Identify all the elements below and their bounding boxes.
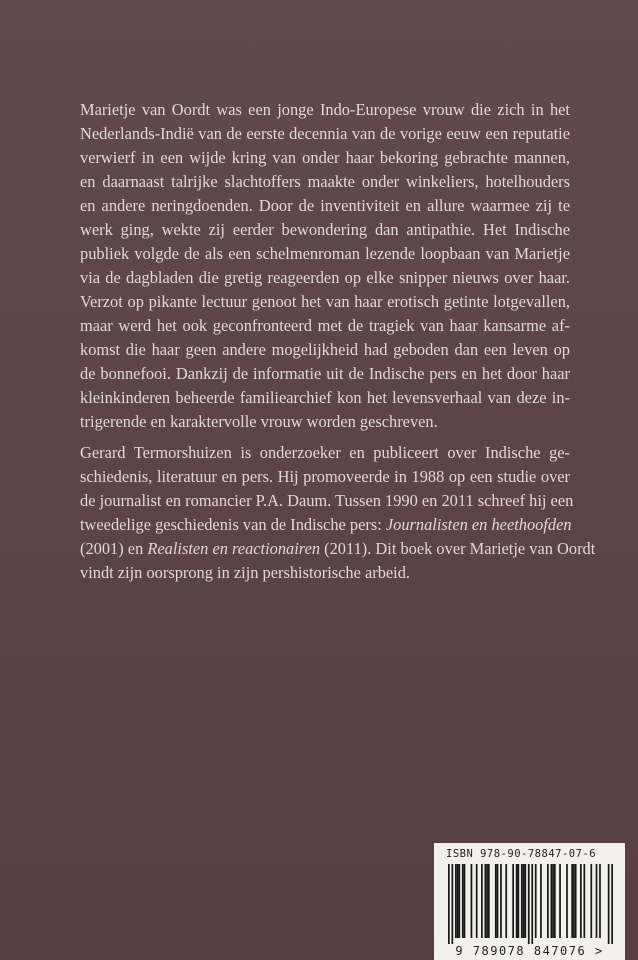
barcode-bar	[521, 864, 523, 938]
barcode-bar	[516, 864, 518, 938]
barcode-bar	[458, 864, 460, 938]
synopsis-line: de bonnefooi. Dankzij de informatie uit de Indische pers en het door haar	[80, 364, 570, 383]
barcode-bar	[462, 864, 464, 938]
bio-line: schiedenis, literatuur en pers. Hij promoveerde in 1988 op een studie over	[80, 467, 570, 486]
barcode-digit-text: 9 789078 847076	[455, 944, 587, 958]
synopsis-line: verwierf in een wijde kring van onder haar bekoring gebrachte mannen,	[80, 148, 570, 167]
barcode-bar	[540, 864, 542, 938]
barcode-bar	[599, 864, 601, 938]
bio-line: Gerard Termorshuizen is onderzoeker en publiceert over Indische ge-	[80, 443, 570, 462]
barcode-bar	[512, 864, 514, 938]
synopsis-paragraph	[80, 98, 570, 434]
book-title-italic: Journalisten en heethoofden	[385, 515, 572, 534]
barcode-bar	[528, 864, 530, 944]
barcode-bar	[611, 864, 613, 944]
bio-line: vindt zijn oorsprong in zijn pershistorische arbeid.	[80, 563, 411, 582]
barcode-bar	[523, 864, 525, 938]
barcode-bar	[554, 864, 556, 938]
barcode-bar	[566, 864, 568, 938]
barcode-bar	[517, 864, 519, 938]
isbn-label: ISBN 978-90-78847-07-6	[446, 848, 597, 860]
bio-text: (2011). Dit boek over Marietje van Oordt	[320, 539, 596, 558]
synopsis-line: publiek volgde de als een schelmenroman lezende loopbaan van Marietje	[80, 244, 570, 263]
synopsis-line: en daarnaast talrijke slachtoffers maakte onder winkeliers, hotelhouders	[80, 172, 570, 191]
barcode-bar	[571, 864, 573, 938]
isbn-barcode	[434, 843, 625, 960]
synopsis-line: via de dagbladen die gretig reageerden op elke snipper nieuws over haar.	[80, 268, 570, 287]
barcode-bar	[608, 864, 610, 944]
barcode-bar	[471, 864, 473, 938]
barcode-bar	[495, 864, 497, 938]
barcode-bar	[497, 864, 499, 938]
barcode-bar	[464, 864, 466, 938]
barcode-bar	[505, 864, 507, 938]
barcode-bar	[580, 864, 582, 938]
barcode-bar	[481, 864, 483, 938]
synopsis-line: trigerende en karaktervolle vrouw worden geschreven.	[80, 412, 438, 431]
barcode-bar	[583, 864, 585, 938]
barcode-bar	[448, 864, 450, 944]
barcode-bar	[535, 864, 537, 938]
barcode-bars	[448, 864, 613, 944]
barcode-digits	[434, 944, 625, 958]
barcode-bar	[524, 864, 526, 938]
barcode-bar	[596, 864, 598, 938]
barcode-bar	[486, 864, 488, 938]
author-bio-paragraph	[80, 441, 596, 585]
barcode-bar	[457, 864, 459, 938]
bio-line	[80, 537, 596, 561]
synopsis-line: en andere neringdoenden. Door de inventiviteit en allure waarmee zij te	[80, 196, 570, 215]
barcode-bar	[451, 864, 453, 944]
barcode-bar	[590, 864, 592, 938]
bio-text: tweedelige geschiedenis van de Indische pers:	[80, 515, 386, 534]
barcode-bar	[552, 864, 554, 938]
barcode-bar	[500, 864, 502, 938]
synopsis-line: Verzot op pikante lectuur genoot het van haar erotisch getinte lotgevallen,	[80, 292, 570, 311]
barcode-bar	[573, 864, 575, 938]
barcode-bar	[531, 864, 533, 944]
synopsis-line: Marietje van Oordt was een jonge Indo-Europese vrouw die zich in het	[80, 100, 570, 119]
barcode-bar	[476, 864, 478, 938]
barcode-bar	[547, 864, 549, 938]
barcode-bar	[488, 864, 490, 938]
barcode-bar	[455, 864, 457, 938]
bio-line: de journalist en romancier P.A. Daum. Tussen 1990 en 2011 schreef hij een	[80, 491, 574, 510]
book-title-italic: Realisten en reactionairen	[147, 539, 321, 558]
synopsis-line: Nederlands-Indië van de eerste decennia van de vorige eeuw een reputatie	[80, 124, 570, 143]
barcode-bar	[484, 864, 486, 938]
bio-line	[80, 513, 570, 537]
barcode-marker: >	[594, 944, 604, 958]
synopsis-line: werk ging, wekte zij eerder bewondering dan antipathie. Het Indische	[80, 220, 570, 239]
synopsis-line: maar werd het ook geconfronteerd met de tragiek van haar kansarme af-	[80, 316, 570, 335]
barcode-bar	[550, 864, 552, 938]
barcode-bar	[559, 864, 561, 938]
barcode-bar	[575, 864, 577, 938]
synopsis-line: kleinkinderen beheerde familiearchief kon het levensverhaal van deze in-	[80, 388, 570, 407]
synopsis-line: komst die haar geen andere mogelijkheid had geboden dan een leven op	[80, 340, 570, 359]
bio-text: (2001) en	[80, 539, 148, 558]
